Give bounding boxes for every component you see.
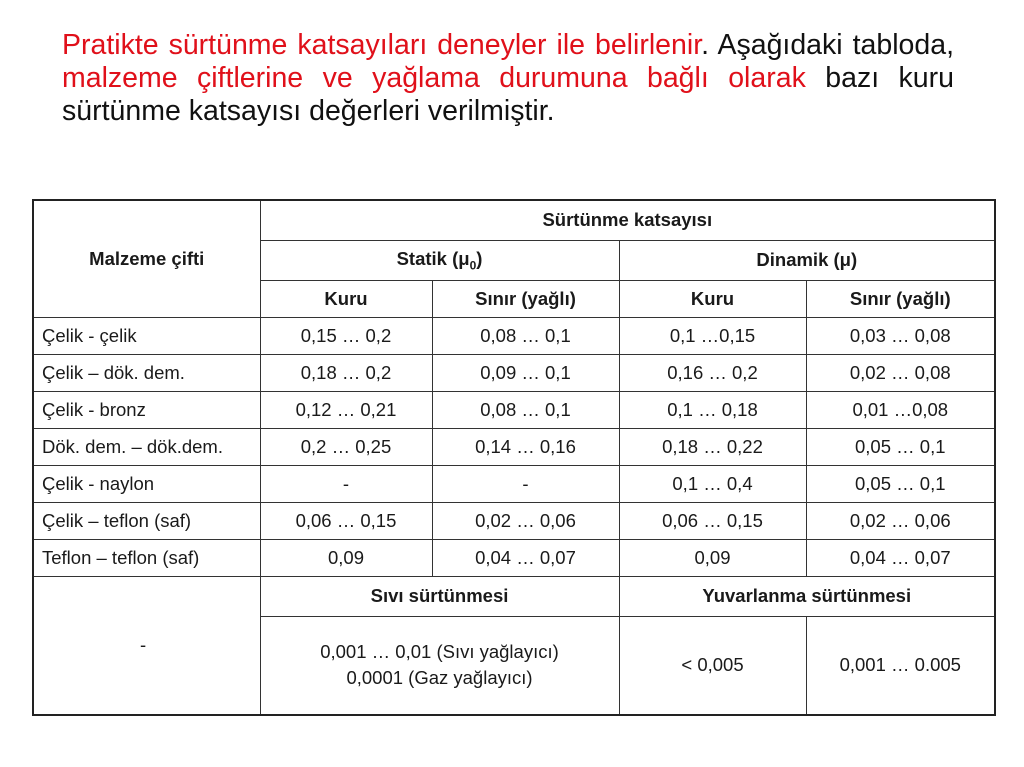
cell-static-lubricated: 0,09 … 0,1: [432, 354, 619, 391]
cell-static-lubricated: 0,04 … 0,07: [432, 539, 619, 576]
header-dynamic-dry: Kuru: [619, 280, 806, 317]
row-pair: Dök. dem. – dök.dem.: [33, 428, 260, 465]
cell-dynamic-dry: 0,1 …0,15: [619, 317, 806, 354]
cell-rolling-1: < 0,005: [619, 616, 806, 715]
cell-dynamic-dry: 0,16 … 0,2: [619, 354, 806, 391]
intro-red-2: malzeme çiftlerine ve yağlama durumuna bağlı olarak: [62, 62, 806, 94]
cell-static-dry: 0,2 … 0,25: [260, 428, 432, 465]
header-static: [260, 240, 619, 280]
cell-dynamic-lubricated: 0,02 … 0,06: [806, 502, 995, 539]
table-row: [33, 465, 995, 502]
intro-paragraph: [62, 29, 954, 128]
row-pair: Çelik - çelik: [33, 317, 260, 354]
cell-static-lubricated: 0,08 … 0,1: [432, 391, 619, 428]
table-row: [33, 539, 995, 576]
row-pair: Çelik - naylon: [33, 465, 260, 502]
row-pair: Çelik – dök. dem.: [33, 354, 260, 391]
header-dynamic-lubricated: Sınır (yağlı): [806, 280, 995, 317]
header-static-close: ): [476, 247, 483, 269]
cell-static-dry: 0,18 … 0,2: [260, 354, 432, 391]
table-row: [33, 428, 995, 465]
cell-dynamic-lubricated: 0,05 … 0,1: [806, 465, 995, 502]
friction-table: [32, 199, 996, 716]
table-row: [33, 317, 995, 354]
table-row: [33, 391, 995, 428]
cell-dynamic-lubricated: 0,05 … 0,1: [806, 428, 995, 465]
cell-static-lubricated: 0,08 … 0,1: [432, 317, 619, 354]
header-static-dry: Kuru: [260, 280, 432, 317]
cell-static-lubricated: 0,02 … 0,06: [432, 502, 619, 539]
table-row: [33, 354, 995, 391]
header-fluid-friction: Sıvı sürtünmesi: [260, 576, 619, 616]
intro-period: .: [701, 29, 710, 61]
cell-dynamic-dry: 0,06 … 0,15: [619, 502, 806, 539]
table-row: [33, 502, 995, 539]
cell-static-lubricated: 0,14 … 0,16: [432, 428, 619, 465]
header-pair: Malzeme çifti: [33, 200, 260, 317]
intro-black-1: Aşağıdaki tabloda,: [717, 29, 955, 61]
cell-static-dry: -: [260, 465, 432, 502]
cell-static-dry: 0,06 … 0,15: [260, 502, 432, 539]
cell-dynamic-lubricated: 0,01 …0,08: [806, 391, 995, 428]
cell-static-lubricated: -: [432, 465, 619, 502]
cell-dynamic-dry: 0,18 … 0,22: [619, 428, 806, 465]
cell-dynamic-lubricated: 0,02 … 0,08: [806, 354, 995, 391]
header-static-label: Statik (μ: [396, 247, 470, 269]
cell-dynamic-dry: 0,1 … 0,4: [619, 465, 806, 502]
intro-black-2: bazı kuru sürtünme katsayısı değerleri verilmiştir.: [62, 62, 954, 127]
cell-dynamic-lubricated: 0,03 … 0,08: [806, 317, 995, 354]
header-rolling-friction: Yuvarlanma sürtünmesi: [619, 576, 995, 616]
header-dynamic: Dinamik (μ): [619, 240, 995, 280]
row-pair: Çelik - bronz: [33, 391, 260, 428]
header-static-sub: 0: [469, 258, 477, 273]
header-static-lubricated: Sınır (yağlı): [432, 280, 619, 317]
fluid-line-1: 0,001 … 0,01 (Sıvı yağlayıcı): [320, 641, 559, 663]
cell-static-dry: 0,15 … 0,2: [260, 317, 432, 354]
intro-red-1: Pratikte sürtünme katsayıları deneyler ile belirlenir: [62, 29, 702, 61]
cell-fluid-friction: [260, 616, 619, 715]
cell-rolling-2: 0,001 … 0.005: [806, 616, 995, 715]
cell-dynamic-dry: 0,09: [619, 539, 806, 576]
row-pair: Çelik – teflon (saf): [33, 502, 260, 539]
header-friction-coefficient: Sürtünme katsayısı: [260, 200, 995, 240]
cell-dynamic-dry: 0,1 … 0,18: [619, 391, 806, 428]
bottom-pair-dash: -: [33, 576, 260, 715]
cell-static-dry: 0,12 … 0,21: [260, 391, 432, 428]
fluid-line-2: 0,0001 (Gaz yağlayıcı): [346, 667, 533, 689]
cell-static-dry: 0,09: [260, 539, 432, 576]
row-pair: Teflon – teflon (saf): [33, 539, 260, 576]
cell-dynamic-lubricated: 0,04 … 0,07: [806, 539, 995, 576]
